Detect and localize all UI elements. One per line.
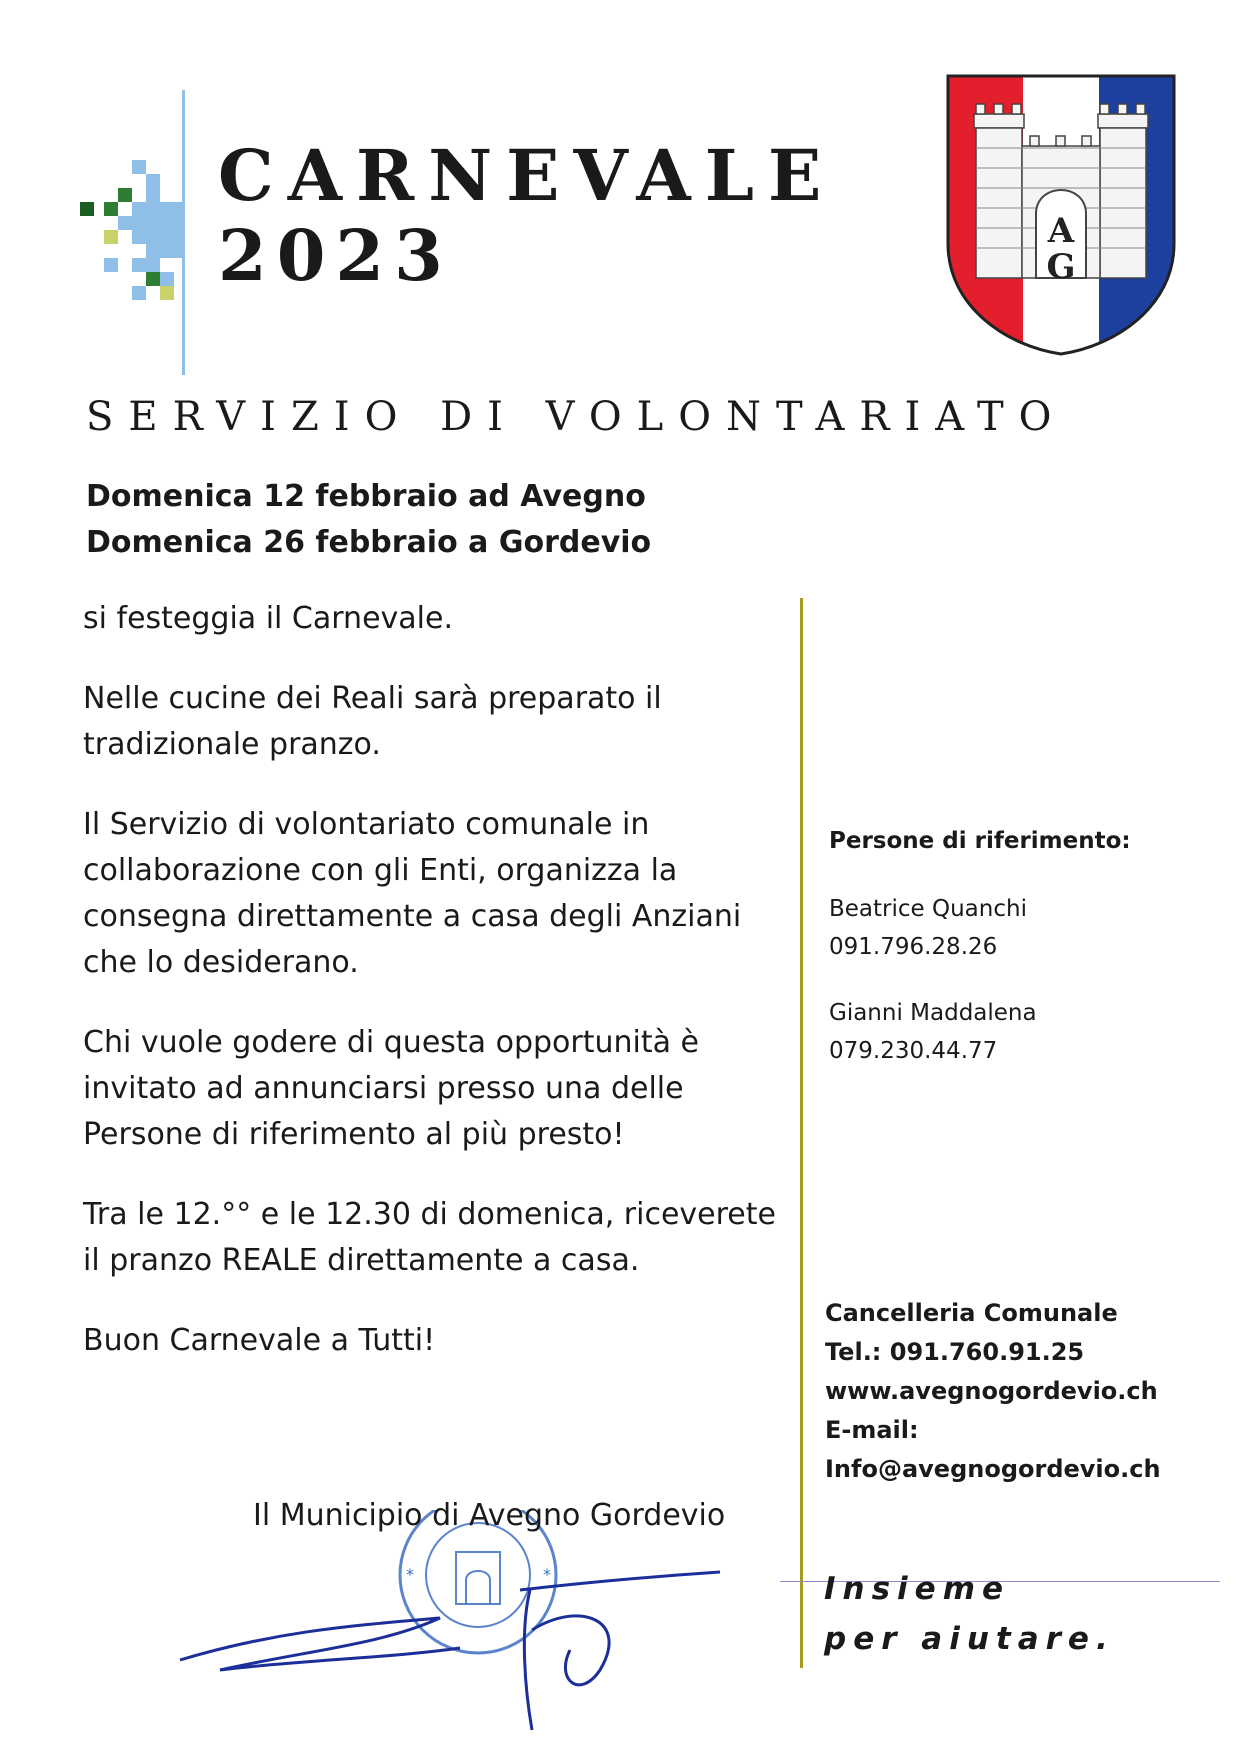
municipal-crest	[946, 74, 1176, 356]
contact-person	[829, 994, 1131, 1070]
date-avegno: Domenica 12 febbraio ad Avegno	[86, 479, 646, 514]
chancery-name: Cancelleria Comunale	[825, 1299, 1118, 1327]
carnival-pixel-logo	[80, 90, 190, 375]
paragraph-4: Chi vuole godere di questa opportunità è invitato ad annunciarsi presso una delle Persone di riferimento al più presto!	[83, 1025, 699, 1152]
chancery-phone: Tel.: 091.760.91.25	[825, 1338, 1085, 1366]
paragraph-3: Il Servizio di volontariato comunale in collaborazione con gli Enti, organizza la consegna direttamente a casa degli Anziani che lo desiderano.	[83, 807, 742, 980]
contact-phone: 091.796.28.26	[829, 934, 998, 960]
municipality-signature-text: Il Municipio di Avegno Gordevio	[253, 1498, 726, 1533]
page-title	[218, 136, 835, 296]
column-divider	[800, 598, 803, 1668]
contact-phone: 079.230.44.77	[829, 1038, 998, 1064]
stamp-star-icon: *	[543, 1565, 551, 1584]
paragraph-2: Nelle cucine dei Reali sarà preparato il tradizionale pranzo.	[83, 681, 662, 762]
motto-line-2: per aiutare.	[824, 1621, 1115, 1657]
chancery-info	[825, 1294, 1161, 1489]
subtitle: SERVIZIO DI VOLONTARIATO	[86, 394, 1067, 440]
crest-letter-g: G	[1046, 247, 1076, 287]
motto-line-1: Insieme	[824, 1571, 1011, 1607]
stamp-and-signatures	[160, 1510, 800, 1755]
date-gordevio: Domenica 26 febbraio a Gordevio	[86, 525, 652, 560]
contact-name: Beatrice Quanchi	[829, 896, 1027, 922]
title-year: 2023	[218, 214, 453, 297]
reference-contacts	[829, 822, 1131, 1098]
contact-person	[829, 890, 1131, 966]
stamp-star-icon: *	[406, 1565, 414, 1584]
chancery-email[interactable]: Info@avegnogordevio.ch	[825, 1455, 1161, 1483]
paragraph-6: Buon Carnevale a Tutti!	[83, 1323, 436, 1358]
motto	[824, 1564, 1115, 1664]
paragraph-5: Tra le 12.°° e le 12.30 di domenica, riceverete il pranzo REALE direttamente a casa.	[83, 1197, 776, 1278]
event-dates	[86, 474, 651, 566]
contact-name: Gianni Maddalena	[829, 1000, 1037, 1026]
announcement-body	[83, 596, 783, 1398]
paragraph-1: si festeggia il Carnevale.	[83, 601, 453, 636]
title-carnevale: CARNEVALE	[218, 134, 836, 217]
contacts-heading: Persone di riferimento:	[829, 828, 1131, 854]
crest-letter-a: A	[1047, 211, 1075, 251]
chancery-email-label: E-mail:	[825, 1416, 919, 1444]
chancery-website[interactable]: www.avegnogordevio.ch	[825, 1377, 1158, 1405]
